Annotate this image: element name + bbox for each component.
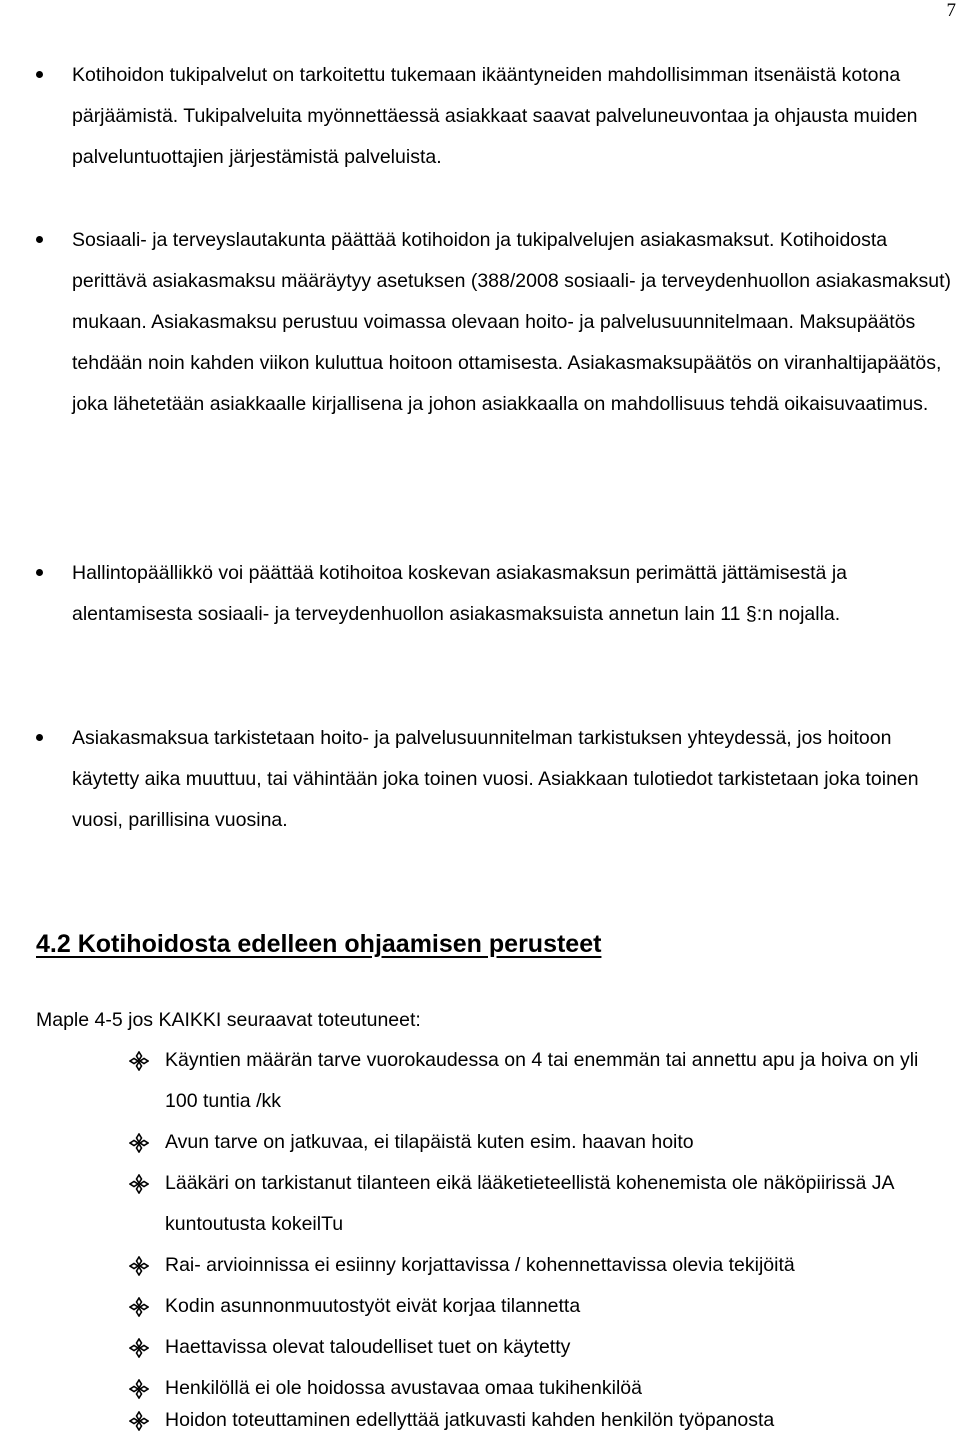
- criterion-text: Lääkäri on tarkistanut tilanteen eikä lääketieteellistä kohenemista ole näköpiirissä JA kuntoutusta kokeilTu: [165, 1172, 894, 1235]
- criterion-item: [165, 1245, 955, 1286]
- bullet-text: Asiakasmaksua tarkistetaan hoito- ja palvelusuunnitelman tarkistuksen yhteydessä, jos hoitoon käytetty aika muuttuu, tai vähintään joka toinen vuosi. Asiakkaan tulotiedot tarkistetaan joka toinen vuosi, parillisina vuosina.: [72, 727, 919, 831]
- bullet-item: [72, 220, 952, 425]
- page-number: 7: [946, 0, 956, 21]
- criterion-text: Rai- arvioinnissa ei esiinny korjattavissa / kohennettavissa olevia tekijöitä: [165, 1254, 795, 1276]
- diamond-bullet-icon: [129, 1256, 149, 1276]
- bullet-item: [72, 553, 952, 635]
- criterion-text: Käyntien määrän tarve vuorokaudessa on 4 tai enemmän tai annettu apu ja hoiva on yli 100 tuntia /kk: [165, 1049, 919, 1112]
- criterion-text: Kodin asunnonmuutostyöt eivät korjaa tilannetta: [165, 1295, 581, 1317]
- bullet-dot-icon: [36, 569, 43, 576]
- criterion-item: [165, 1122, 955, 1163]
- criterion-item: [165, 1400, 955, 1441]
- criterion-text: Haettavissa olevat taloudelliset tuet on käytetty: [165, 1336, 571, 1358]
- criterion-item: [165, 1163, 955, 1245]
- diamond-bullet-icon: [129, 1297, 149, 1317]
- criterion-item: [165, 1327, 955, 1368]
- bullet-dot-icon: [36, 71, 43, 78]
- criterion-item: [165, 1286, 955, 1327]
- bullet-text: Hallintopäällikkö voi päättää kotihoitoa koskevan asiakasmaksun perimättä jättämisestä ja alentamisesta sosiaali- ja terveydenhuollon asiakasmaksuista annetun lain 11 §:n nojalla.: [72, 562, 847, 625]
- section-intro: Maple 4-5 jos KAIKKI seuraavat toteutuneet:: [36, 1009, 421, 1031]
- criterion-text: Avun tarve on jatkuvaa, ei tilapäistä kuten esim. haavan hoito: [165, 1131, 694, 1153]
- bullet-item: [72, 718, 952, 841]
- section-heading: 4.2 Kotihoidosta edelleen ohjaamisen perusteet: [36, 930, 602, 958]
- bullet-text: Sosiaali- ja terveyslautakunta päättää kotihoidon ja tukipalvelujen asiakasmaksut. Kotihoidosta perittävä asiakasmaksu määräytyy asetuksen (388/2008 sosiaali- ja terveydenhuollon asiakasmaksut) mukaan. Asiakasmaksu perustuu voimassa olevaan hoito- ja palvelusuunnitelmaan. Maksupäätös tehdään noin kahden viikon kuluttua hoitoon ottamisesta. Asiakasmaksupäätös on viranhaltijapäätös, joka lähetetään asiakkaalle kirjallisena ja johon asiakkaalla on mahdollisuus tehdä oikaisuvaatimus.: [72, 229, 952, 415]
- bullet-dot-icon: [36, 734, 43, 741]
- criterion-text: Hoidon toteuttaminen edellyttää jatkuvasti kahden henkilön työpanosta: [165, 1409, 775, 1431]
- bullet-item: [72, 55, 952, 178]
- bullet-text: Kotihoidon tukipalvelut on tarkoitettu tukemaan ikääntyneiden mahdollisimman itsenäistä kotona pärjäämistä. Tukipalveluita myönnettäessä asiakkaat saavat palveluneuvontaa ja ohjausta muiden palveluntuottajien järjestämistä palveluista.: [72, 64, 918, 168]
- diamond-bullet-icon: [129, 1338, 149, 1358]
- diamond-bullet-icon: [129, 1133, 149, 1153]
- criterion-text: Henkilöllä ei ole hoidossa avustavaa omaa tukihenkilöä: [165, 1377, 642, 1399]
- bullet-dot-icon: [36, 236, 43, 243]
- diamond-bullet-icon: [129, 1379, 149, 1399]
- diamond-bullet-icon: [129, 1174, 149, 1194]
- criterion-item: [165, 1040, 955, 1122]
- diamond-bullet-icon: [129, 1051, 149, 1071]
- diamond-bullet-icon: [129, 1411, 149, 1431]
